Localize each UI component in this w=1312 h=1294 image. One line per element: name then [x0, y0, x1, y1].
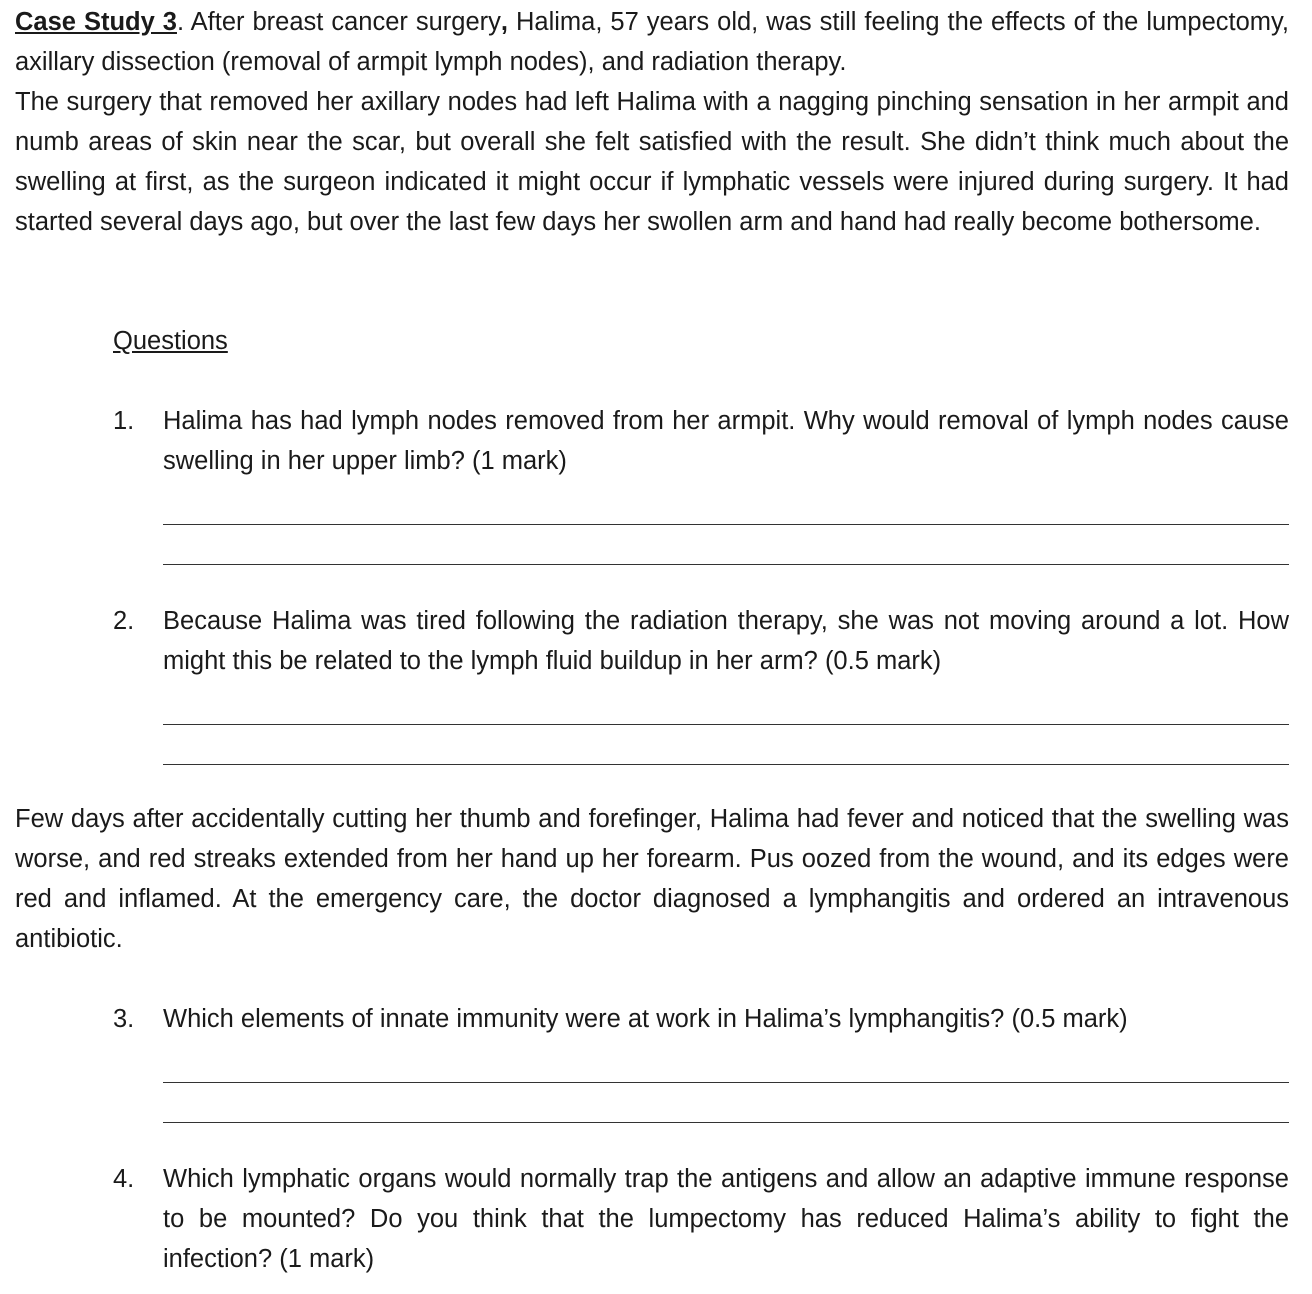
- question-number: 4.: [113, 1165, 135, 1193]
- question-text: Which lymphatic organs would normally trap the antigens and allow an adaptive immune response to be mounted? Do you think that the lumpectomy has reduced Halima’s ability to fight the infection? (1 mark): [163, 1165, 1289, 1273]
- question-number: 1.: [113, 407, 135, 435]
- intro-text-part1: . After breast cancer surgery: [176, 8, 501, 36]
- case-title: Case Study 3: [15, 8, 177, 36]
- question-text: Halima has had lymph nodes removed from her armpit. Why would removal of lymph nodes cause swelling in her upper limb? (1 mark): [163, 407, 1289, 475]
- intro-comma: ,: [500, 8, 509, 36]
- question-4: [113, 1159, 1289, 1279]
- answer-line[interactable]: [163, 725, 1289, 765]
- scenario-paragraph: [15, 799, 1289, 959]
- answer-line[interactable]: [163, 525, 1289, 565]
- question-text: Because Halima was tired following the radiation therapy, she was not moving around a lot. How might this be related to the lymph fluid buildup in her arm? (0.5 mark): [163, 607, 1289, 675]
- intro-text-part2: Halima, 57 years old, was still feeling the effects of the lumpectomy, axillary dissection (removal of armpit lymph nodes), and radiation therapy.: [15, 8, 1289, 76]
- question-number: 3.: [113, 1005, 135, 1033]
- question-3: [113, 999, 1289, 1123]
- question-1: [113, 401, 1289, 565]
- scenario-text: Few days after accidentally cutting her thumb and forefinger, Halima had fever and noticed that the swelling was worse, and red streaks extended from her hand up her forearm. Pus oozed from the wound, and its edges were red and inflamed. At the emergency care, the doctor diagnosed a lymphangitis and ordered an intravenous antibiotic.: [15, 805, 1289, 953]
- questions-heading: Questions: [113, 327, 228, 355]
- question-2: [113, 601, 1289, 765]
- case-intro: [15, 2, 1289, 242]
- answer-line[interactable]: [163, 481, 1289, 525]
- answer-line[interactable]: [163, 1039, 1289, 1083]
- answer-line[interactable]: [163, 1083, 1289, 1123]
- question-number: 2.: [113, 607, 135, 635]
- question-text: Which elements of innate immunity were at work in Halima’s lymphangitis? (0.5 mark): [163, 1005, 1128, 1033]
- answer-line[interactable]: [163, 681, 1289, 725]
- intro-paragraph: [15, 2, 1289, 82]
- case-paragraph: The surgery that removed her axillary nodes had left Halima with a nagging pinching sensation in her armpit and numb areas of skin near the scar, but overall she felt satisfied with the result. She didn’t think much about the swelling at first, as the surgeon indicated it might occur if lymphatic vessels were injured during surgery. It had started several days ago, but over the last few days her swollen arm and hand had really become bothersome.: [15, 88, 1289, 236]
